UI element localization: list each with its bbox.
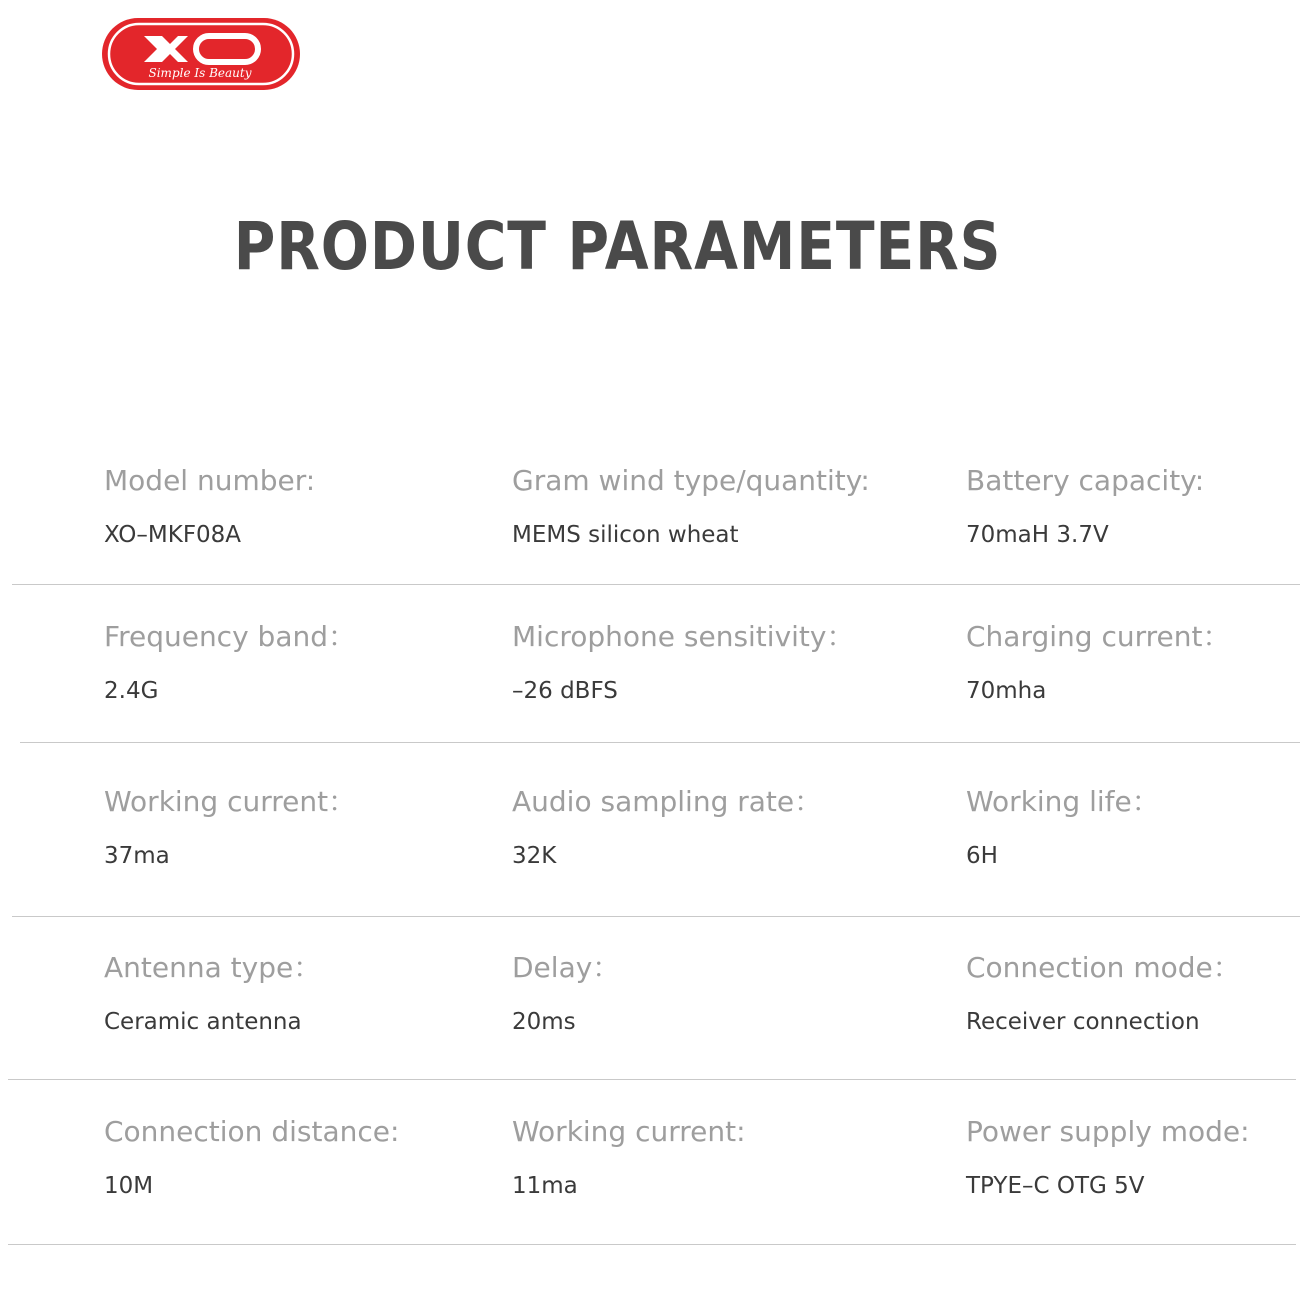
parameter-label: Delay： [512, 951, 621, 984]
parameter-label: Battery capacity: [966, 464, 1205, 497]
parameter-value: 37ma [104, 843, 170, 869]
parameter-label: Frequency band： [104, 620, 357, 653]
parameter-value: 2.4G [104, 678, 159, 704]
parameter-label: Microphone sensitivity： [512, 620, 855, 653]
parameter-value: Receiver connection [966, 1009, 1200, 1035]
parameter-item [512, 1115, 746, 1201]
parameter-item [104, 1115, 399, 1201]
parameter-label: Connection mode： [966, 951, 1241, 984]
parameter-item [512, 785, 822, 871]
parameter-item [966, 951, 1241, 1037]
parameter-item [512, 464, 870, 550]
row-divider [8, 1244, 1296, 1245]
parameter-label: Power supply mode: [966, 1115, 1250, 1148]
parameter-item [104, 785, 356, 871]
parameter-label: Audio sampling rate： [512, 785, 823, 818]
parameter-label: Gram wind type/quantity: [512, 464, 870, 497]
parameter-value: 10M [104, 1173, 154, 1199]
parameter-value: 6H [966, 843, 998, 869]
parameter-label: Working life： [966, 785, 1160, 818]
parameter-item [966, 620, 1230, 706]
parameter-item [104, 464, 315, 550]
parameter-value: TPYE–C OTG 5V [966, 1173, 1145, 1199]
parameter-label: Connection distance: [104, 1115, 400, 1148]
page-title: PRODUCT PARAMETERS [233, 208, 1002, 285]
parameter-value: 70mha [966, 678, 1047, 704]
row-divider [20, 742, 1300, 743]
parameter-value: –26 dBFS [512, 678, 618, 704]
parameter-item [966, 464, 1204, 550]
row-divider [12, 584, 1300, 585]
parameter-label: Working current： [104, 785, 357, 818]
parameter-label: Antenna type： [104, 951, 322, 984]
parameter-label: Model number: [104, 464, 316, 497]
parameter-value: 11ma [512, 1173, 578, 1199]
row-divider [8, 1079, 1296, 1080]
parameter-item [512, 620, 854, 706]
row-divider [12, 916, 1300, 917]
parameter-item [104, 951, 321, 1037]
parameter-item [966, 1115, 1250, 1201]
parameter-label: Working current: [512, 1115, 746, 1148]
parameter-value: 32K [512, 843, 557, 869]
logo-tagline: Simple Is Beauty [148, 66, 252, 80]
parameter-value: XO–MKF08A [104, 522, 242, 548]
parameter-value: MEMS silicon wheat [512, 522, 739, 548]
parameter-item [966, 785, 1160, 871]
parameter-label: Charging current： [966, 620, 1231, 653]
parameter-value: 70maH 3.7V [966, 522, 1109, 548]
parameter-item [104, 620, 356, 706]
parameter-value: Ceramic antenna [104, 1009, 302, 1035]
parameter-item [512, 951, 620, 1037]
parameter-value: 20ms [512, 1009, 576, 1035]
